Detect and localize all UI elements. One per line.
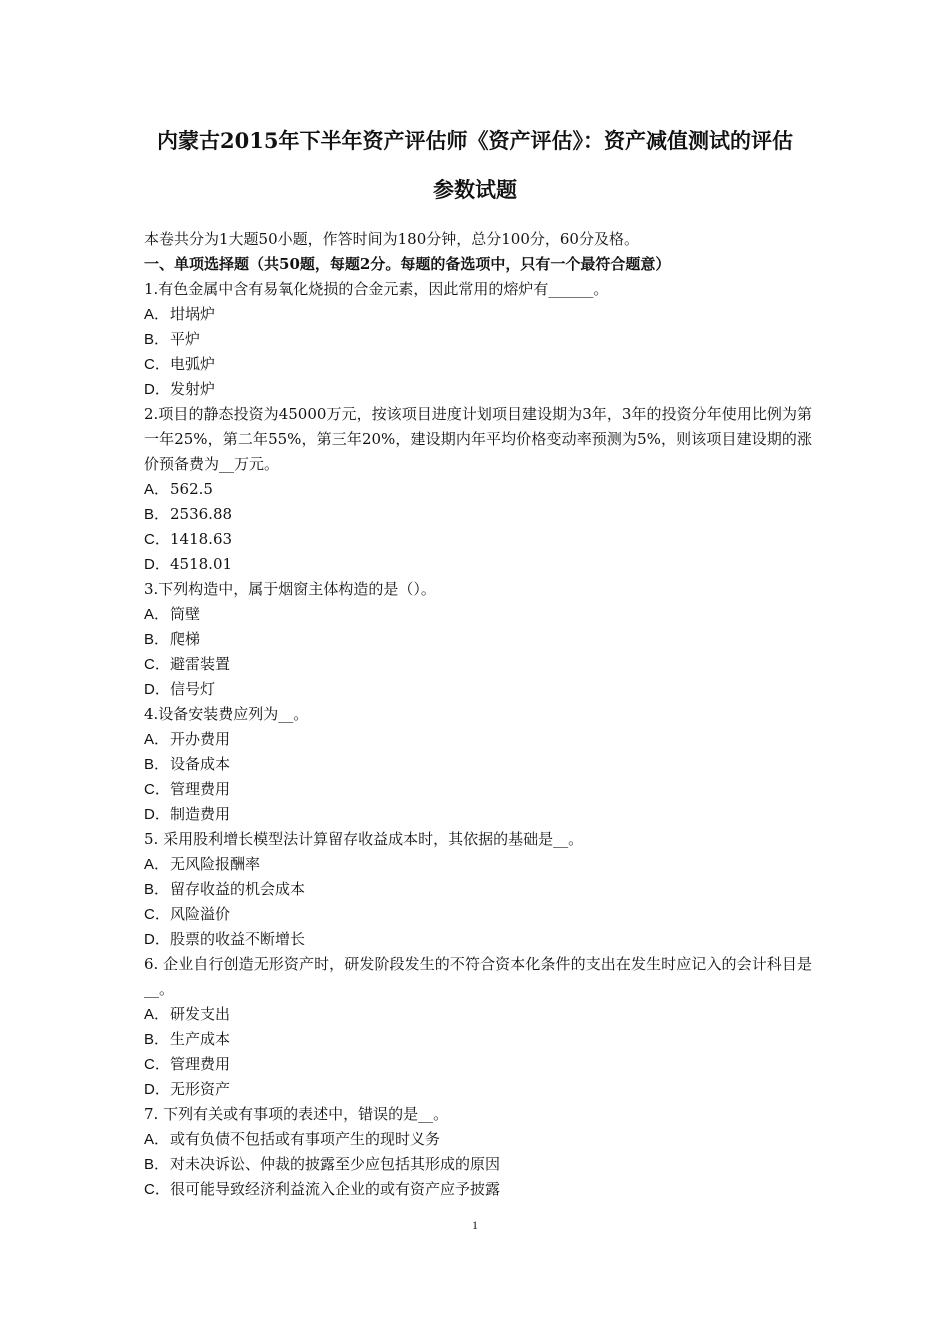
option-text: 电弧炉 [170, 355, 216, 373]
answer-option [144, 527, 812, 552]
answer-option [144, 1077, 812, 1102]
answer-option [144, 302, 812, 327]
answer-option [144, 902, 812, 927]
option-text: 研发支出 [170, 1005, 231, 1023]
option-text: 管理费用 [170, 780, 231, 798]
answer-option [144, 627, 812, 652]
question-item [144, 277, 812, 402]
option-letter: B． [144, 506, 170, 523]
answer-option [144, 377, 812, 402]
option-text: 筒壁 [170, 605, 201, 623]
answer-option [144, 1052, 812, 1077]
option-letter: D． [144, 931, 170, 948]
answer-option [144, 1127, 812, 1152]
answer-option [144, 727, 812, 752]
option-letter: A． [144, 856, 170, 873]
option-text: 平炉 [170, 330, 201, 348]
option-text: 开办费用 [170, 730, 231, 748]
answer-option [144, 1027, 812, 1052]
question-item [144, 702, 812, 827]
question-item [144, 952, 812, 1102]
option-text: 无风险报酬率 [170, 855, 261, 873]
option-letter: B． [144, 331, 170, 348]
answer-option [144, 352, 812, 377]
answer-option [144, 502, 812, 527]
option-letter: D． [144, 1081, 170, 1098]
answer-option [144, 327, 812, 352]
answer-option [144, 752, 812, 777]
option-letter: C． [144, 781, 170, 798]
option-text: 制造费用 [170, 805, 231, 823]
question-stem: 1.有色金属中含有易氧化烧损的合金元素，因此常用的熔炉有______。 [144, 280, 609, 298]
option-text: 或有负债不包括或有事项产生的现时义务 [170, 1130, 441, 1148]
option-letter: A． [144, 1131, 170, 1148]
option-letter: B． [144, 1031, 170, 1048]
option-letter: B． [144, 881, 170, 898]
option-text: 坩埚炉 [170, 305, 216, 323]
question-item [144, 402, 812, 577]
answer-option [144, 677, 812, 702]
document-title-line-1: 内蒙古2015年下半年资产评估师《资产评估》：资产减值测试的评估 [157, 128, 793, 153]
option-letter: D． [144, 806, 170, 823]
option-text: 信号灯 [170, 680, 216, 698]
option-letter: D． [144, 556, 170, 573]
option-letter: C． [144, 531, 170, 548]
option-text: 生产成本 [170, 1030, 231, 1048]
page-number: 1 [472, 1218, 478, 1232]
answer-option [144, 1002, 812, 1027]
question-stem: 3.下列构造中，属于烟窗主体构造的是（）。 [144, 580, 436, 598]
option-letter: A． [144, 481, 170, 498]
option-text: 562.5 [170, 480, 213, 498]
option-letter: A． [144, 1006, 170, 1023]
document-title-line-2: 参数试题 [433, 177, 517, 202]
answer-option [144, 1177, 812, 1202]
answer-option [144, 802, 812, 827]
option-letter: D． [144, 681, 170, 698]
answer-option [144, 852, 812, 877]
option-letter: C． [144, 356, 170, 373]
option-letter: C． [144, 1056, 170, 1073]
answer-option [144, 877, 812, 902]
option-text: 避雷装置 [170, 655, 231, 673]
question-stem: 7. 下列有关或有事项的表述中，错误的是__。 [144, 1105, 449, 1123]
question-stem: 2.项目的静态投资为45000万元，按该项目进度计划项目建设期为3年，3年的投资分年使用比例为第一年25%，第二年55%，第三年20%，建设期内年平均价格变动率预测为5%，则该项目建设期的涨价预备费为__万元。 [144, 405, 812, 473]
question-item [144, 577, 812, 702]
option-text: 爬梯 [170, 630, 201, 648]
option-text: 4518.01 [170, 555, 233, 573]
option-text: 发射炉 [170, 380, 216, 398]
option-text: 1418.63 [170, 530, 233, 548]
question-item [144, 827, 812, 952]
answer-option [144, 602, 812, 627]
question-stem: 4.设备安装费应列为__。 [144, 705, 309, 723]
option-text: 管理费用 [170, 1055, 231, 1073]
option-text: 留存收益的机会成本 [170, 880, 306, 898]
option-letter: C． [144, 906, 170, 923]
option-letter: A． [144, 306, 170, 323]
option-letter: C． [144, 1181, 170, 1198]
answer-option [144, 927, 812, 952]
option-text: 风险溢价 [170, 905, 231, 923]
intro-text: 本卷共分为1大题50小题，作答时间为180分钟，总分100分，60分及格。 [144, 230, 639, 248]
option-text: 对未决诉讼、仲裁的披露至少应包括其形成的原因 [170, 1155, 501, 1173]
option-letter: A． [144, 606, 170, 623]
question-list [144, 277, 812, 1202]
question-item [144, 1102, 812, 1202]
option-letter: B． [144, 1156, 170, 1173]
answer-option [144, 477, 812, 502]
document-body [144, 227, 812, 1202]
section-heading: 一、单项选择题（共50题，每题2分。每题的备选项中，只有一个最符合题意） [144, 255, 671, 273]
option-letter: C． [144, 656, 170, 673]
question-stem: 5. 采用股利增长模型法计算留存收益成本时，其依据的基础是__。 [144, 830, 584, 848]
option-letter: A． [144, 731, 170, 748]
option-letter: B． [144, 756, 170, 773]
option-text: 无形资产 [170, 1080, 231, 1098]
answer-option [144, 777, 812, 802]
answer-option [144, 1152, 812, 1177]
answer-option [144, 552, 812, 577]
option-text: 很可能导致经济利益流入企业的或有资产应予披露 [170, 1180, 501, 1198]
option-letter: B． [144, 631, 170, 648]
option-text: 股票的收益不断增长 [170, 930, 306, 948]
option-text: 设备成本 [170, 755, 231, 773]
question-stem: 6. 企业自行创造无形资产时，研发阶段发生的不符合资本化条件的支出在发生时应记入的会计科目是__。 [144, 955, 812, 998]
option-letter: D． [144, 381, 170, 398]
option-text: 2536.88 [170, 505, 233, 523]
answer-option [144, 652, 812, 677]
